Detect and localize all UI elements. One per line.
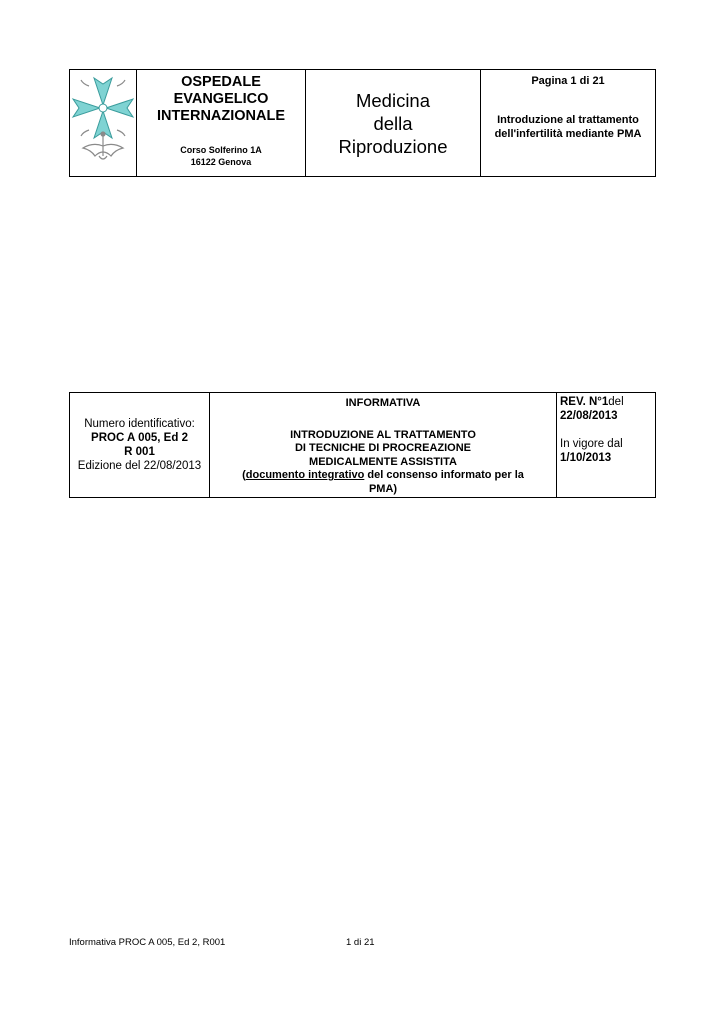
identifier-revision: R 001 <box>124 446 155 458</box>
informativa-title: INFORMATIVA <box>345 397 421 409</box>
description-cell <box>210 393 557 498</box>
dove-emblem-icon <box>83 132 123 159</box>
hospital-cell <box>137 70 306 177</box>
underlined-phrase: documento integrativo <box>245 469 365 481</box>
page-number: Pagina 1 di 21 <box>531 75 605 87</box>
body-line2: DI TECNICHE DI PROCREAZIONE <box>294 442 471 454</box>
document-title <box>481 113 655 141</box>
address-line1: Corso Solferino 1A <box>180 145 262 155</box>
hospital-name-line3: INTERNAZIONALE <box>156 108 286 124</box>
revision-block <box>560 393 655 423</box>
revision-date: 22/08/2013 <box>560 410 618 422</box>
department-name <box>306 89 480 158</box>
open-paren: ( <box>242 469 246 481</box>
department-line2: della <box>373 112 413 134</box>
maltese-cross-icon <box>73 78 133 138</box>
body-line5: PMA) <box>368 482 398 495</box>
page-info-cell <box>481 70 656 177</box>
identifier-code: PROC A 005, Ed 2 <box>91 432 188 444</box>
revision-cell <box>557 393 656 498</box>
identifier-edition: Edizione del 22/08/2013 <box>77 460 202 472</box>
body-line4-rest: del consenso informato per la <box>364 469 524 481</box>
body-line1: INTRODUZIONE AL TRATTAMENTO <box>290 428 476 441</box>
department-cell <box>306 70 481 177</box>
department-line1: Medicina <box>355 89 431 111</box>
body-line4 <box>210 469 556 483</box>
hospital-name-line1: OSPEDALE <box>181 74 261 90</box>
hospital-name-line2: EVANGELICO <box>173 91 269 107</box>
revision-del: del <box>608 396 624 408</box>
document-title-line1: Introduzione al trattamento <box>497 114 639 126</box>
body-line3: MEDICALMENTE ASSISTITA <box>309 455 457 468</box>
identifier-label: Numero identificativo: <box>84 418 195 430</box>
hospital-name <box>137 70 305 125</box>
validity-date: 1/10/2013 <box>560 452 612 464</box>
validity-block <box>560 437 655 465</box>
document-title-line2: dell'infertilità mediante PMA <box>494 128 642 140</box>
logo-cell <box>70 70 137 177</box>
hospital-address <box>137 144 305 168</box>
identifier-cell <box>70 393 210 498</box>
footer-page-number: 1 di 21 <box>346 937 375 948</box>
address-line2: 16122 Genova <box>190 157 252 167</box>
informativa-body <box>210 429 556 497</box>
footer-document-ref: Informativa PROC A 005, Ed 2, R001 <box>69 937 226 948</box>
department-line3: Riproduzione <box>338 135 448 157</box>
revision-label: REV. N°1 <box>560 396 609 408</box>
validity-label: In vigore dal <box>560 438 623 450</box>
informativa-table <box>69 392 656 498</box>
header-table <box>69 69 656 177</box>
hospital-logo-icon <box>70 70 136 176</box>
